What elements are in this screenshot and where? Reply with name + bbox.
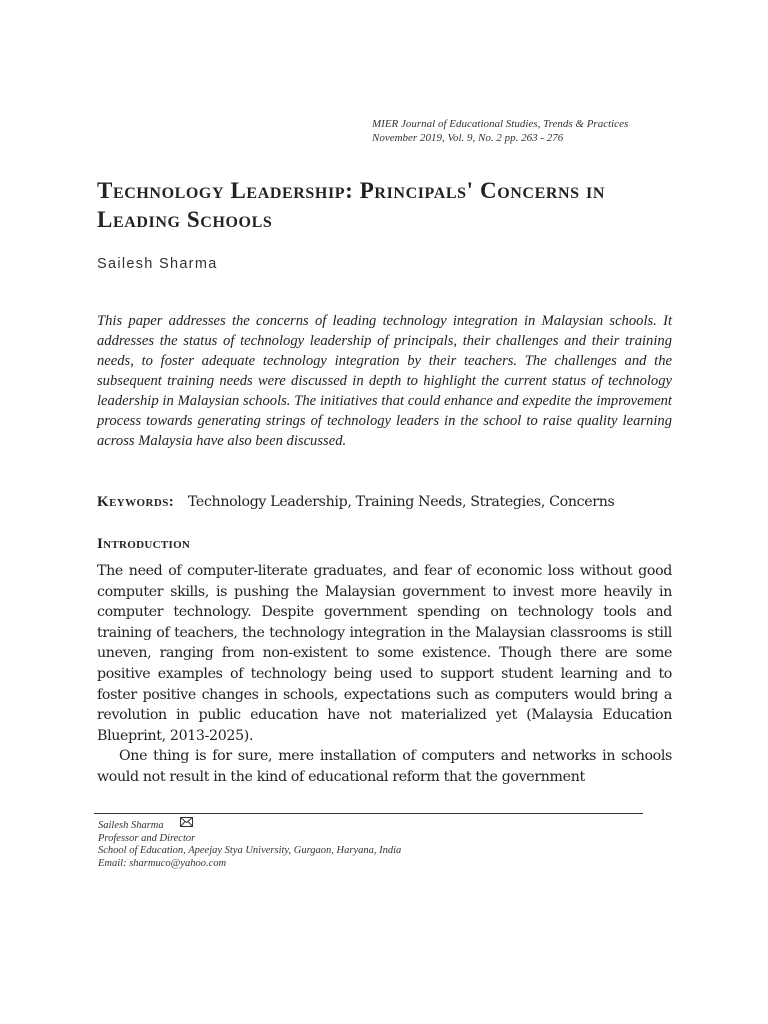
mail-icon [180, 817, 193, 832]
abstract: This paper addresses the concerns of leading technology integration in Malaysian schools. It addresses the status of technology leadership of principals, their challenges and their training needs, to foster adequate technology integration by their teachers. The challenges and the subsequent training needs were discussed in depth to highlight the current status of technology leadership in Malaysian schools. The initiatives that could enhance and expedite the improvement process towards generating strings of technology leaders in the school to raise quality learning across Malaysia have also been discussed. [97, 313, 672, 449]
paragraph: One thing is for sure, mere installation of computers and networks in schools would not result in the kind of educational reform that the government [97, 748, 672, 785]
author-name: Sailesh Sharma [97, 256, 218, 272]
footnote-role: Professor and Director [98, 832, 196, 844]
footnote-divider [94, 813, 643, 814]
journal-name: MIER Journal of Educational Studies, Trends & Practices [372, 118, 629, 130]
keywords-list: Technology Leadership, Training Needs, Strategies, Concerns [187, 494, 615, 510]
section-heading-introduction: Introduction [97, 536, 191, 552]
body-text [97, 561, 672, 788]
footnote-author-name: Sailesh Sharma [98, 820, 164, 832]
footnote-name-line [98, 820, 658, 833]
keywords [97, 492, 687, 511]
footnote-email: Email: sharmuco@yahoo.com [98, 857, 227, 869]
footnote-affiliation: School of Education, Apeejay Stya University, Gurgaon, Haryana, India [98, 845, 402, 857]
journal-issue: November 2019, Vol. 9, No. 2 pp. 263 - 276 [372, 132, 564, 144]
paper-title: Technology Leadership: Principals' Concerns in Leading Schools [97, 178, 605, 232]
journal-header [372, 117, 692, 145]
keywords-label: Keywords: [97, 494, 175, 510]
paragraph: The need of computer-literate graduates, and fear of economic loss without good computer skills, is pushing the Malaysian government to invest more heavily in computer technology. Despite government spending on technology tools and training of teachers, the technology integration in the Malaysian classrooms is still uneven, ranging from non-existent to some existence. Though there are some positive examples of technology being used to support student learning and to foster positive changes in schools, expectations such as computers would bring a revolution in public education have not materialized yet (Malaysia Education Blueprint, 2013-2025). [97, 563, 672, 744]
footnote [98, 820, 658, 871]
